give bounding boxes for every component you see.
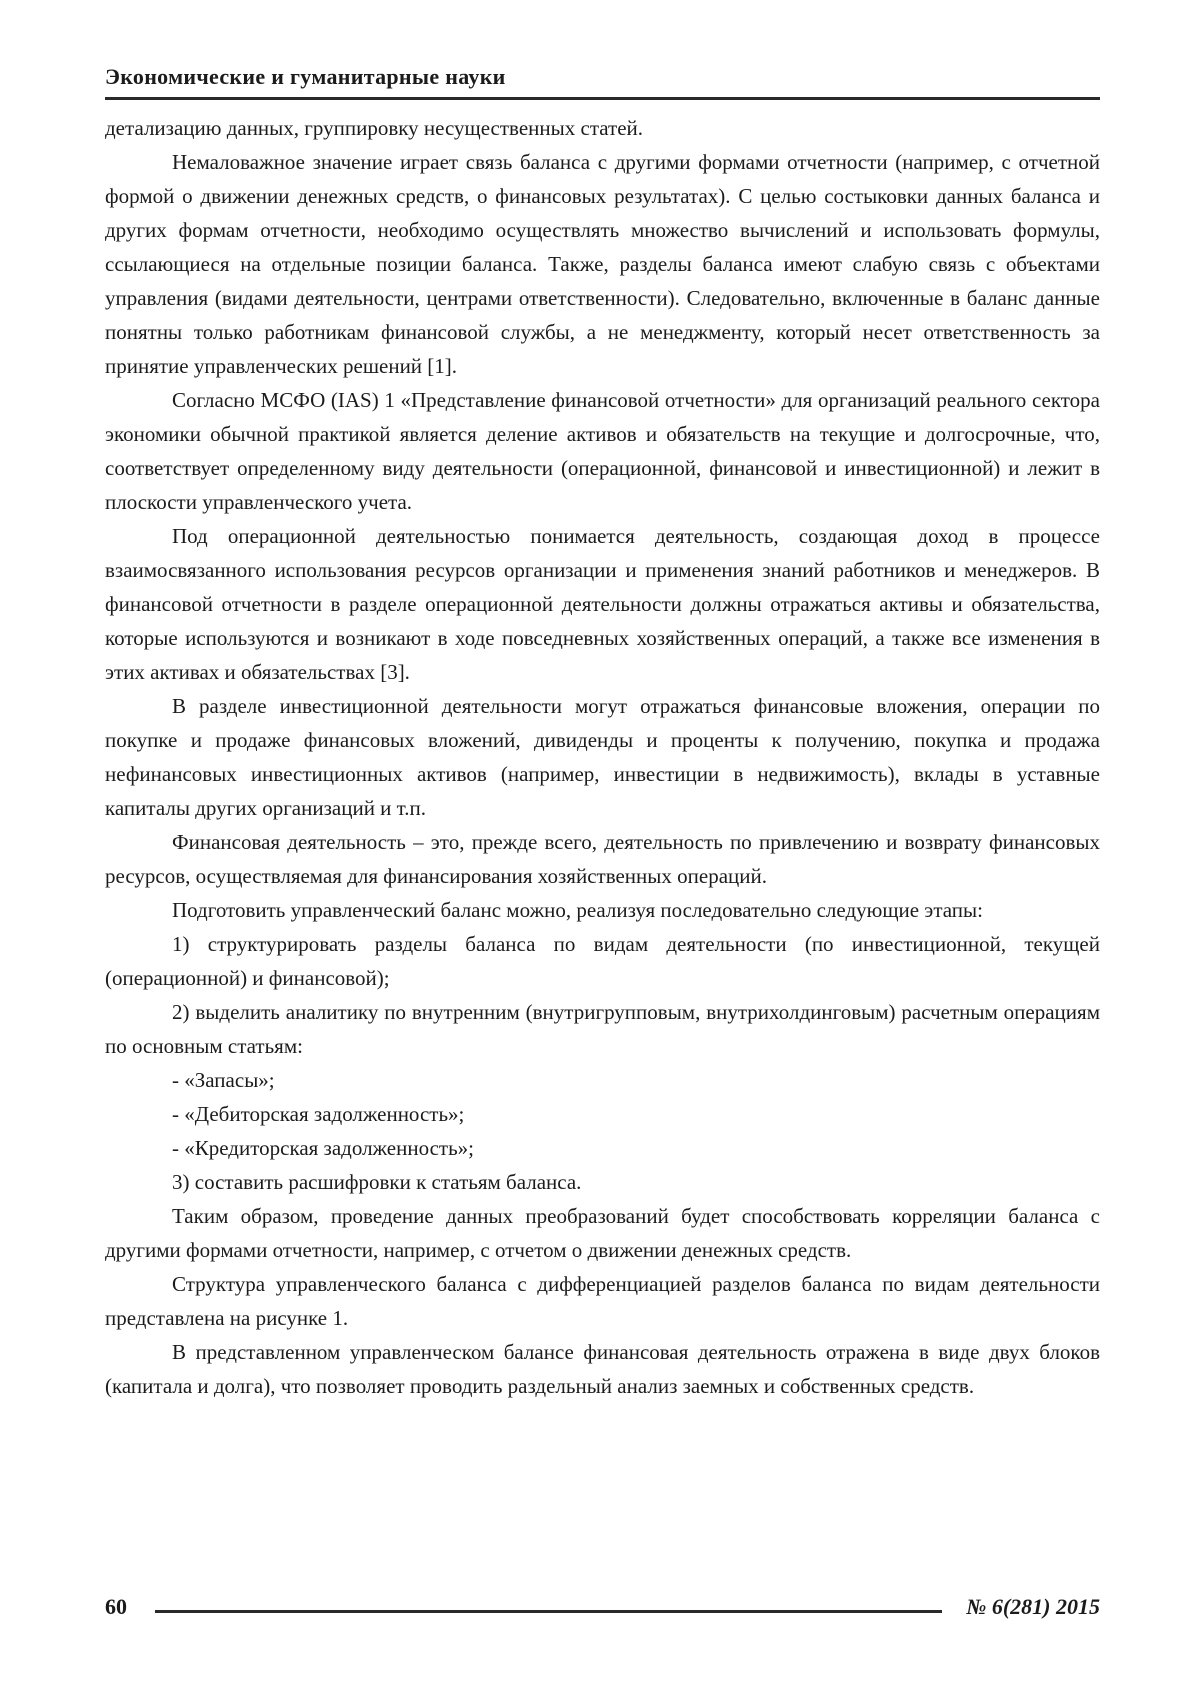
body-paragraph: Согласно МСФО (IAS) 1 «Представление финансовой отчетности» для организаций реального сектора экономики обычной практикой является деление активов и обязательств на текущие и долгосрочные, что, соответствует определенному виду деятельности (операционной, финансовой и инвестиционной) и лежит в плоскости управленческого учета. xyxy=(105,388,1100,514)
list-item: - «Кредиторская задолженность»; xyxy=(172,1136,475,1160)
page-number: 60 xyxy=(105,1594,127,1619)
body-paragraph: Немаловажное значение играет связь баланса с другими формами отчетности (например, с отчетной формой о движении денежных средств, о финансовых результатах). С целью состыковки данных баланса и других формам отчетности, необходимо осуществлять множество вычислений и использовать формулы, ссылающиеся на отдельные позиции баланса. Также, разделы баланса имеют слабую связь с объектами управления (видами деятельности, центрами ответственности). Следовательно, включенные в баланс данные понятны только работникам финансовой службы, а не менеджменту, который несет ответственность за принятие управленческих решений [1]. xyxy=(105,150,1100,378)
body-paragraph: Под операционной деятельностью понимается деятельность, создающая доход в процессе взаимосвязанного использования ресурсов организации и применения знаний работников и менеджеров. В финансовой отчетности в разделе операционной деятельности должны отражаться активы и обязательства, которые используются и возникают в ходе повседневных хозяйственных операций, а также все изменения в этих активах и обязательствах [3]. xyxy=(105,524,1100,684)
issue-label: № 6(281) 2015 xyxy=(966,1594,1100,1619)
body-paragraph: Таким образом, проведение данных преобразований будет способствовать корреляции баланса с другими формами отчетности, например, с отчетом о движении денежных средств. xyxy=(105,1204,1100,1262)
numbered-step: 3) составить расшифровки к статьям баланса. xyxy=(172,1170,582,1194)
body-paragraph: Финансовая деятельность – это, прежде всего, деятельность по привлечению и возврату финансовых ресурсов, осуществляемая для финансирования хозяйственных операций. xyxy=(105,830,1100,888)
body-paragraph: детализацию данных, группировку несущественных статей. xyxy=(105,116,644,140)
list-item: - «Дебиторская задолженность»; xyxy=(172,1102,465,1126)
body-paragraph: Подготовить управленческий баланс можно, реализуя последовательно следующие этапы: xyxy=(172,898,983,922)
list-item: - «Запасы»; xyxy=(172,1068,275,1092)
footer-rule xyxy=(155,1610,942,1613)
page-footer xyxy=(105,1594,1100,1620)
body-paragraph: В представленном управленческом балансе финансовая деятельность отражена в виде двух блоков (капитала и долга), что позволяет проводить раздельный анализ заемных и собственных средств. xyxy=(105,1340,1100,1398)
numbered-step: 1) структурировать разделы баланса по видам деятельности (по инвестиционной, текущей (операционной) и финансовой); xyxy=(105,932,1100,990)
body-paragraph: В разделе инвестиционной деятельности могут отражаться финансовые вложения, операции по покупке и продаже финансовых вложений, дивиденды и проценты к получению, покупка и продажа нефинансовых инвестиционных активов (например, инвестиции в недвижимость), вклады в уставные капиталы других организаций и т.п. xyxy=(105,694,1100,820)
numbered-step: 2) выделить аналитику по внутренним (внутригрупповым, внутрихолдинговым) расчетным операциям по основным статьям: xyxy=(105,1000,1100,1058)
article-body xyxy=(105,111,1100,1403)
page-content xyxy=(105,64,1100,1403)
running-head-section-title: Экономические и гуманитарные науки xyxy=(105,64,1100,100)
body-paragraph: Структура управленческого баланса с дифференциацией разделов баланса по видам деятельности представлена на рисунке 1. xyxy=(105,1272,1100,1330)
